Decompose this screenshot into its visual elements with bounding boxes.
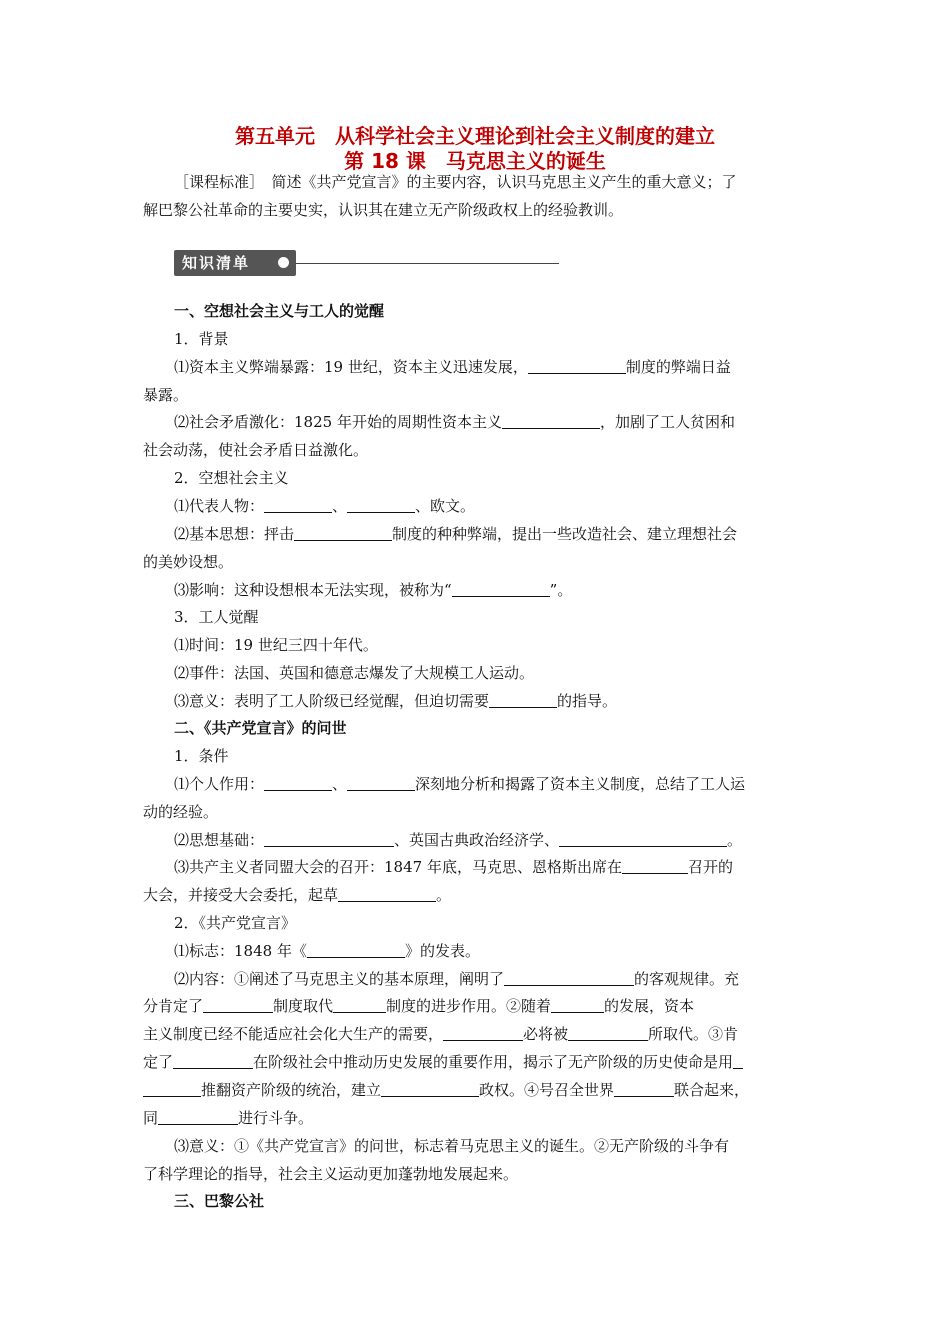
fill-blank[interactable] (443, 1024, 523, 1041)
subheading-2-1: 1．条件 (174, 747, 229, 765)
text-line: 定了 在阶级社会中推动历史发展的重要作用，揭示了无产阶级的历史使命是用 (143, 1048, 743, 1076)
text-line: 推翻资产阶级的统治，建立 政权。④号召全世界 联合起来， (143, 1076, 749, 1104)
fill-blank[interactable] (551, 996, 604, 1013)
text-line: 的美妙设想。 (143, 553, 234, 571)
fill-blank[interactable] (347, 774, 415, 791)
subheading-1-1: 1．背景 (174, 330, 229, 348)
fill-blank[interactable] (333, 996, 386, 1013)
fill-blank[interactable] (264, 830, 394, 847)
fill-blank[interactable] (489, 691, 557, 708)
banner-rule (296, 263, 559, 264)
text-line: 社会动荡，使社会矛盾日益激化。 (143, 441, 369, 459)
fill-blank[interactable] (528, 357, 626, 374)
fill-blank[interactable] (143, 1080, 201, 1097)
text-line: ⑶意义：①《共产党宣言》的问世，标志着马克思主义的诞生。②无产阶级的斗争有 (174, 1137, 730, 1155)
subheading-2-2: 2．《共产党宣言》 (174, 914, 297, 932)
text-line: ⑴资本主义弊端暴露：19 世纪，资本主义迅速发展， 制度的弊端日益 (174, 358, 731, 376)
fill-blank[interactable] (568, 1024, 648, 1041)
course-standard-line-1: ［课程标准］ 简述《共产党宣言》的主要内容，认识马克思主义产生的重大意义；了 (174, 173, 737, 191)
fill-blank[interactable] (622, 857, 688, 874)
fill-blank[interactable] (559, 830, 727, 847)
fill-blank[interactable] (381, 1080, 479, 1097)
text-line: 动的经验。 (143, 803, 219, 821)
course-standard-line-2: 解巴黎公社革命的主要史实，认识其在建立无产阶级政权上的经验教训。 (143, 201, 624, 219)
subheading-1-2: 2．空想社会主义 (174, 469, 289, 487)
knowledge-list-banner (174, 250, 559, 278)
fill-blank[interactable] (338, 885, 436, 902)
fill-blank[interactable] (347, 496, 415, 513)
fill-blank[interactable] (733, 1052, 743, 1069)
text-line: ⑵内容：①阐述了马克思主义的基本原理，阐明了 的客观规律。充 (174, 970, 740, 988)
fill-blank[interactable] (452, 580, 550, 597)
fill-blank[interactable] (307, 941, 405, 958)
unit-title: 第五单元 从科学社会主义理论到社会主义制度的建立 (235, 124, 715, 148)
subheading-1-3: 3．工人觉醒 (174, 608, 259, 626)
section-heading-3: 三、巴黎公社 (174, 1192, 265, 1210)
text-line: ⑴时间：19 世纪三四十年代。 (174, 636, 378, 654)
text-line: ⑵基本思想：抨击 制度的种种弊端，提出一些改造社会、建立理想社会 (174, 525, 738, 543)
text-line: 同 进行斗争。 (143, 1109, 314, 1127)
fill-blank[interactable] (504, 969, 634, 986)
bullet-dot-icon (278, 257, 289, 268)
text-line: ⑵思想基础： 、英国古典政治经济学、 。 (174, 831, 743, 849)
lesson-title: 第 18 课 马克思主义的诞生 (344, 149, 606, 173)
text-line: ⑶意义：表明了工人阶级已经觉醒，但迫切需要 的指导。 (174, 692, 618, 710)
text-line: ⑶共产主义者同盟大会的召开：1847 年底，马克思、恩格斯出席在 召开的 (174, 858, 733, 876)
fill-blank[interactable] (614, 1080, 674, 1097)
text-line: 了科学理论的指导，社会主义运动更加蓬勃地发展起来。 (143, 1165, 519, 1183)
text-line: ⑵社会矛盾激化：1825 年开始的周期性资本主义 ，加剧了工人贫困和 (174, 413, 735, 431)
fill-blank[interactable] (502, 412, 600, 429)
text-line: 主义制度已经不能适应社会化大生产的需要， 必将被 所取代。③肯 (143, 1025, 739, 1043)
text-line: ⑶影响：这种设想根本无法实现，被称为“ ”。 (174, 581, 573, 599)
text-line: ⑴代表人物： 、 、欧文。 (174, 497, 476, 515)
text-line: ⑴标志：1848 年《 》的发表。 (174, 942, 480, 960)
text-line: ⑴个人作用： 、 深刻地分析和揭露了资本主义制度，总结了工人运 (174, 775, 746, 793)
text-line: 暴露。 (143, 386, 189, 404)
fill-blank[interactable] (264, 496, 332, 513)
text-line: 分肯定了 制度取代 制度的进步作用。②随着 的发展，资本 (143, 997, 695, 1015)
fill-blank[interactable] (264, 774, 332, 791)
text-line: 大会，并接受大会委托，起草 。 (143, 886, 452, 904)
section-heading-2: 二、《共产党宣言》的问世 (174, 719, 347, 737)
fill-blank[interactable] (294, 524, 392, 541)
section-heading-1: 一、空想社会主义与工人的觉醒 (174, 302, 385, 320)
fill-blank[interactable] (158, 1108, 238, 1125)
text-line: ⑵事件：法国、英国和德意志爆发了大规模工人运动。 (174, 664, 535, 682)
fill-blank[interactable] (203, 996, 273, 1013)
fill-blank[interactable] (173, 1052, 253, 1069)
banner-label: 知识清单 (174, 250, 296, 276)
